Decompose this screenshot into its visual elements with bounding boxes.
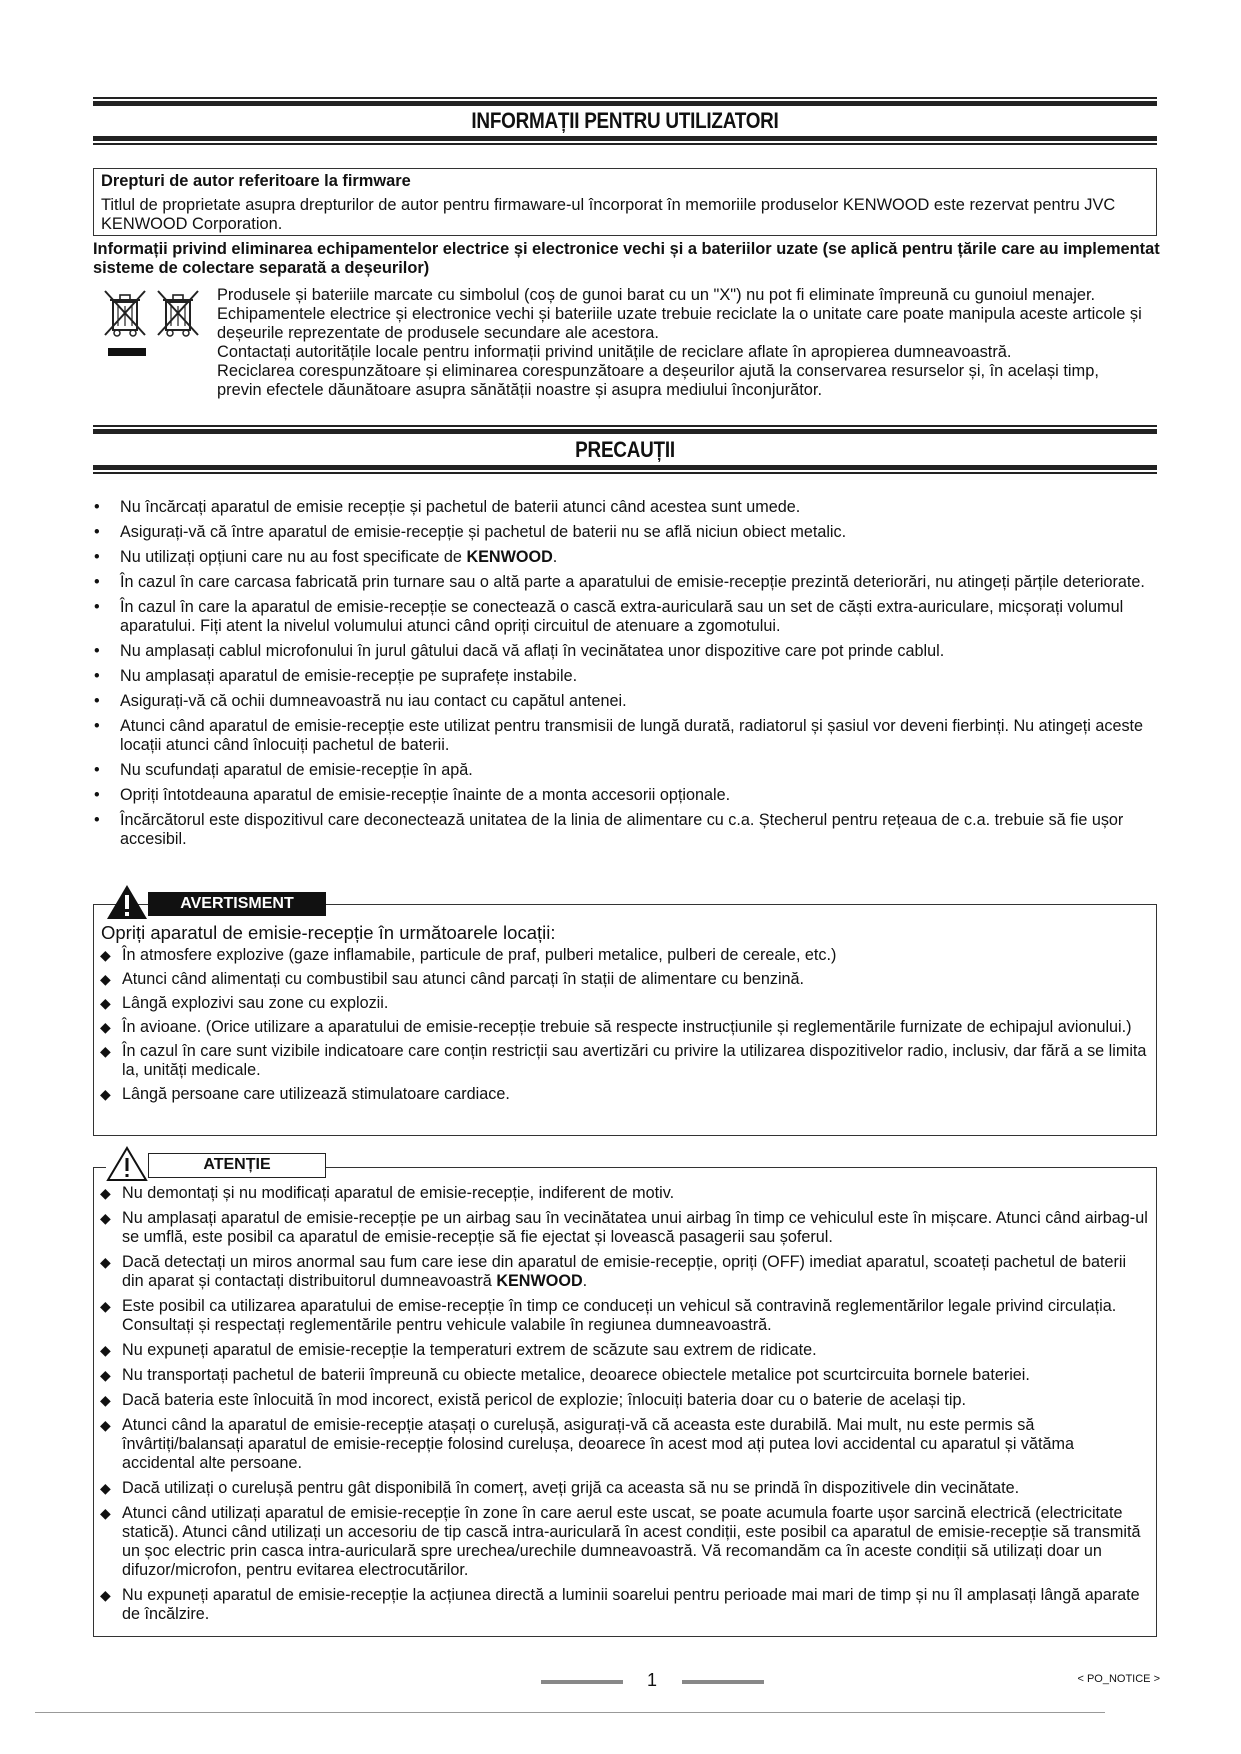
precautions-rule-thick-top — [93, 429, 1157, 434]
precautions-title: PRECAUȚII — [575, 437, 675, 462]
precautions-rule-thin-bottom — [93, 472, 1157, 474]
copyright-title: Drepturi de autor referitoare la firmware — [101, 172, 411, 190]
disposal-paragraph: Reciclarea corespunzătoare și eliminarea corespunzătoare a deșeurilor ajută la conservarea resurselor și, în același timp, previn efectele dăunătoare asupra sănătății noastre și asupra mediului înconjurător. — [217, 362, 1099, 399]
list-item: • Asigurați-vă că între aparatul de emisie-recepție și pachetul de baterii nu se află niciun obiect metalic. — [94, 523, 847, 541]
disposal-paragraph: Echipamentele electrice și electronice vechi și bateriile uzate trebuie reciclate la o unitate care poate manipula aceste articole și deșeurile reprezentate de produsele secundare ale acestora. — [217, 305, 1142, 342]
list-item: ◆ Atunci când utilizați aparatul de emisie-recepție în zone în care aerul este uscat, se poate acumula foarte ușor sarcină electrică (electricitate statică). Atunci când utilizați un accesoriu de tip cască intra-auriculară în acest condiții, este posibil ca aparatul de emisie-recepție să transmită un șoc electric prin casca intra-auriculară spre urechea/urechile dumneavoastră. Vă recomandăm ca în aceste condiții să utilizați doar un difuzor/microfon, pentru evitarea electrocutărilor. — [100, 1504, 1141, 1579]
page-number: 1 — [646, 1670, 657, 1690]
precautions-rule-thin-top — [93, 425, 1157, 427]
diamond-bullet-icon: ◆ — [100, 947, 111, 963]
header-rule-thick-top — [93, 101, 1157, 106]
diamond-bullet-icon: ◆ — [100, 1254, 111, 1270]
footer-code: < PO_NOTICE > — [1077, 1673, 1160, 1685]
list-item: • Nu amplasați aparatul de emisie-recepție pe suprafețe instabile. — [94, 667, 578, 685]
diamond-bullet-icon: ◆ — [100, 1043, 111, 1059]
warning-triangle-icon — [106, 884, 148, 920]
list-item: • Încărcătorul este dispozitivul care deconectează unitatea de la linia de alimentare cu c.a. Ștecherul pentru rețeaua de c.a. trebuie să fie ușor accesibil. — [94, 811, 1124, 848]
caution-list — [100, 1184, 1150, 1630]
footer-line-left — [541, 1680, 623, 1684]
list-item: ◆ Dacă bateria este înlocuită în mod incorect, există pericol de explozie; înlocuiți bateria doar cu o baterie de același tip. — [100, 1391, 967, 1409]
disposal-title: Informații privind eliminarea echipamentelor electrice și electronice vechi și a bateriilor uzate (se aplică pentru țările care au implementat sisteme de colectare separată a deșeurilor) — [93, 240, 1160, 277]
diamond-bullet-icon: ◆ — [100, 1392, 111, 1408]
weee-bin-battery-icon — [155, 288, 201, 338]
list-item: ◆ Atunci când la aparatul de emisie-recepție atașați o curelușă, asigurați-vă că aceasta este durabilă. Mai mult, nu este permis să învârtiți/balansați aparatul de emisie-recepție folosind curelușa, deoarece în acest mod ați putea lovi accidental cu aparatul și vătăma accidental alte persoane. — [100, 1416, 1074, 1472]
diamond-bullet-icon: ◆ — [100, 971, 111, 987]
header-rule-thin-bottom — [93, 143, 1157, 145]
diamond-bullet-icon: ◆ — [100, 1086, 111, 1102]
diamond-bullet-icon: ◆ — [100, 1367, 111, 1383]
header-rule-thick-bottom — [93, 136, 1157, 141]
list-item: • Nu utilizați opțiuni care nu au fost specificate de KENWOOD. — [94, 548, 558, 566]
list-item: ◆ Dacă detectați un miros anormal sau fum care iese din aparatul de emisie-recepție, opriți (OFF) imediat aparatul, scoateți pachetul de baterii din aparat și contactați distribuitorul dumneavoastră KENWOOD. — [100, 1253, 1127, 1290]
list-item: ◆ În atmosfere explozive (gaze inflamabile, particule de praf, pulberi metalice, pulberi de cereale, etc.) — [100, 946, 837, 964]
copyright-box — [93, 168, 1157, 236]
diamond-bullet-icon: ◆ — [100, 1185, 111, 1201]
diamond-bullet-icon: ◆ — [100, 995, 111, 1011]
list-item: ◆ Dacă utilizați o curelușă pentru gât disponibilă în comerț, aveți grijă ca aceasta să nu se prindă în dispozitivele din vecinătate. — [100, 1479, 1020, 1497]
header-rule-thin-top — [93, 97, 1157, 99]
list-item: • Nu scufundați aparatul de emisie-recepție în apă. — [94, 761, 473, 779]
diamond-bullet-icon: ◆ — [100, 1019, 111, 1035]
disposal-paragraphs — [217, 286, 1142, 400]
list-item: • Nu încărcați aparatul de emisie recepție și pachetul de baterii atunci când acestea sunt umede. — [94, 498, 801, 516]
list-item: • Nu amplasați cablul microfonului în jurul gâtului dacă vă aflați în vecinătatea unor dispozitive care pot prinde cablul. — [94, 642, 945, 660]
disposal-paragraph: Contactați autoritățile locale pentru informații privind unitățile de reciclare aflate în apropierea dumneavoastră. — [217, 343, 1012, 361]
list-item: • Asigurați-vă că ochii dumneavoastră nu iau contact cu capătul antenei. — [94, 692, 627, 710]
page-title: INFORMAȚII PENTRU UTILIZATORI — [471, 108, 779, 133]
weee-bin-icon — [102, 288, 148, 338]
caution-triangle-icon — [106, 1146, 148, 1182]
diamond-bullet-icon: ◆ — [100, 1480, 111, 1496]
list-item: • Atunci când aparatul de emisie-recepție este utilizat pentru transmisii de lungă durată, radiatorul și șasiul vor deveni fierbinți. Nu atingeți aceste locații atunci când înlocuiți pachetul de baterii. — [94, 717, 1144, 754]
list-item: • În cazul în care carcasa fabricată prin turnare sau o altă parte a aparatului de emisie-recepție prezintă deteriorări, nu atingeți părțile deteriorate. — [94, 573, 1145, 591]
list-item: ◆ Este posibil ca utilizarea aparatului de emise-recepție în timp ce conduceți un vehicul să contravină reglementărilor legale privind circulația. Consultați și respectați reglementările pentru vehicule valabile în regiunea dumneavoastră. — [100, 1297, 1117, 1334]
diamond-bullet-icon: ◆ — [100, 1298, 111, 1314]
diamond-bullet-icon: ◆ — [100, 1505, 111, 1521]
precautions-list — [90, 498, 1150, 855]
diamond-bullet-icon: ◆ — [100, 1210, 111, 1226]
list-item: ◆ Atunci când alimentați cu combustibil sau atunci când parcați în stații de alimentare cu benzină. — [100, 970, 805, 988]
disposal-paragraph: Produsele și bateriile marcate cu simbolul (coș de gunoi barat cu un "X") nu pot fi eliminate împreună cu gunoiul menajer. — [217, 286, 1096, 304]
list-item: ◆ În avioane. (Orice utilizare a aparatului de emisie-recepție trebuie să respecte instrucțiunile și reglementările furnizate de echipajul avionului.) — [100, 1018, 1132, 1036]
list-item: ◆ Lângă explozivi sau zone cu explozii. — [100, 994, 389, 1012]
list-item: • În cazul în care la aparatul de emisie-recepție se conectează o cască extra-auriculară sau un set de căști extra-auriculare, micșorați volumul aparatului. Fiți atent la nivelul volumului atunci când opriți circuitul de atenuare a zgomotului. — [94, 598, 1124, 635]
list-item: ◆ Nu transportați pachetul de baterii împreună cu obiecte metalice, deoarece obiectele metalice pot scurtcircuita bornele bateriei. — [100, 1366, 1030, 1384]
footer-line-right — [682, 1680, 764, 1684]
weee-black-bar — [108, 348, 146, 356]
bottom-page-rule — [35, 1712, 1105, 1713]
list-item: ◆ Nu expuneți aparatul de emisie-recepție la acțiunea directă a luminii soarelui pentru perioade mai mari de timp și nu îl amplasați lângă aparate de încălzire. — [100, 1586, 1140, 1623]
diamond-bullet-icon: ◆ — [100, 1417, 111, 1433]
list-item: ◆ Nu expuneți aparatul de emisie-recepție la temperaturi extrem de scăzute sau extrem de ridicate. — [100, 1341, 817, 1359]
diamond-bullet-icon: ◆ — [100, 1587, 111, 1603]
list-item: ◆ În cazul în care sunt vizibile indicatoare care conțin restricții sau avertizări cu privire la utilizarea dispozitivelor radio, inclusiv, dar fără a se limita la, unități medicale. — [100, 1042, 1147, 1079]
list-item: ◆ Lângă persoane care utilizează stimulatoare cardiace. — [100, 1085, 510, 1103]
copyright-text: Titlul de proprietate asupra drepturilor de autor pentru firmaware-ul încorporat în memoriile produselor KENWOOD este rezervat pentru JVC KENWOOD Corporation. — [101, 196, 1116, 233]
precautions-rule-thick-bottom — [93, 465, 1157, 470]
warning-list — [100, 946, 1150, 1109]
warning-intro: Opriți aparatul de emisie-recepție în următoarele locații: — [101, 922, 556, 943]
list-item: • Opriți întotdeauna aparatul de emisie-recepție înainte de a monta accesorii opționale. — [94, 786, 731, 804]
list-item: ◆ Nu amplasați aparatul de emisie-recepție pe un airbag sau în vecinătatea unui airbag în timp ce vehiculul este în mișcare. Atunci când airbag-ul se umflă, este posibil ca aparatul de emisie-recepție să fie ejectat și lovească pasagerii sau șoferul. — [100, 1209, 1148, 1246]
warning-label: AVERTISMENT — [148, 892, 326, 916]
caution-label: ATENȚIE — [148, 1153, 326, 1178]
diamond-bullet-icon: ◆ — [100, 1342, 111, 1358]
list-item: ◆ Nu demontați și nu modificați aparatul de emisie-recepție, indiferent de motiv. — [100, 1184, 675, 1202]
